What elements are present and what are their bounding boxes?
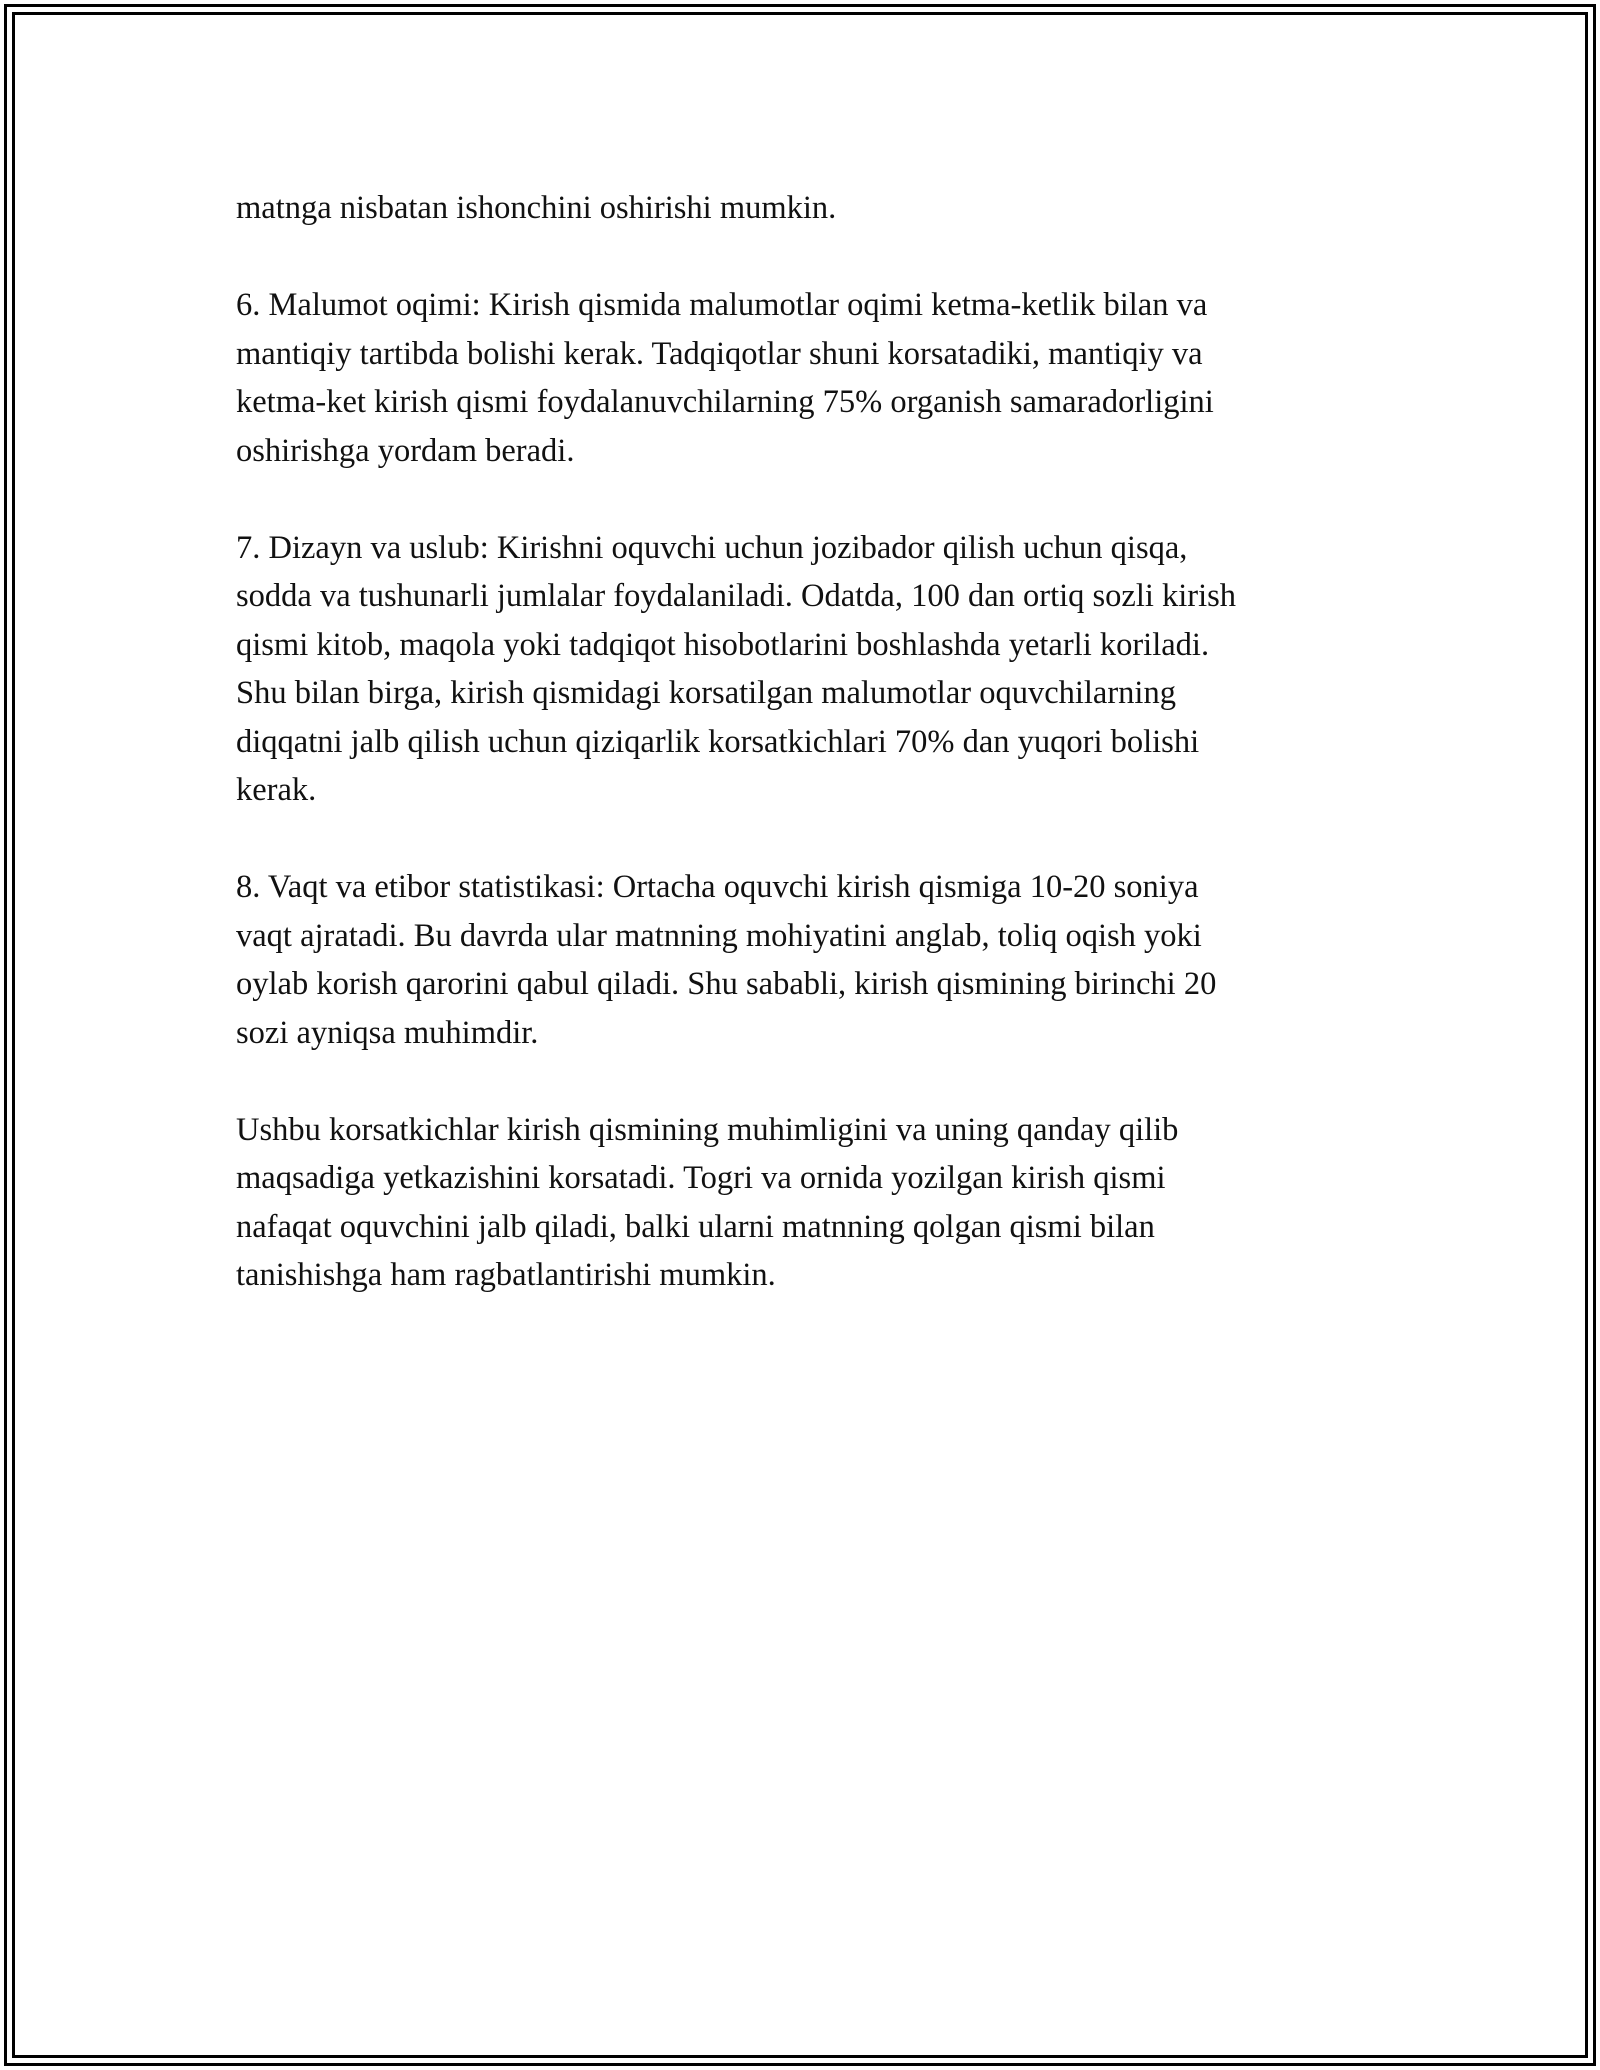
text-line: Ushbu korsatkichlar kirish qismining muhimligini va uning qanday qilib <box>236 1111 1179 1148</box>
text-line: Shu bilan birga, kirish qismidagi korsatilgan malumotlar oquvchilarning <box>236 675 1176 711</box>
text-line: diqqatni jalb qilish uchun qiziqarlik korsatkichlari 70% dan yuqori bolishi <box>236 723 1200 760</box>
text-line: maqsadiga yetkazishini korsatadi. Togri va ornida yozilgan kirish qismi <box>236 1160 1166 1196</box>
paragraph-time-attention <box>236 863 1386 1057</box>
text-line: kerak. <box>236 772 317 808</box>
paragraph-conclusion <box>236 1106 1386 1300</box>
paragraph-continuation <box>236 184 1386 233</box>
paragraph-data-flow <box>236 281 1386 475</box>
text-line: oshirishga yordam beradi. <box>236 432 575 469</box>
text-line: sozi ayniqsa muhimdir. <box>236 1014 539 1051</box>
text-line: 7. Dizayn va uslub: Kirishni oquvchi uchun jozibador qilish uchun qisqa, <box>236 529 1188 566</box>
text-line: qismi kitob, maqola yoki tadqiqot hisobotlarini boshlashda yetarli koriladi. <box>236 626 1210 663</box>
text-line: nafaqat oquvchini jalb qiladi, balki ularni matnning qolgan qismi bilan <box>236 1208 1155 1245</box>
document-body <box>236 184 1386 1348</box>
text-line: 6. Malumot oqimi: Kirish qismida malumotlar oqimi ketma-ketlik bilan va <box>236 287 1208 323</box>
text-line: ketma-ket kirish qismi foydalanuvchilarning 75% organish samaradorligini <box>236 384 1214 420</box>
text-line: sodda va tushunarli jumlalar foydalaniladi. Odatda, 100 dan ortiq sozli kirish <box>236 578 1237 614</box>
text-line: mantiqiy tartibda bolishi kerak. Tadqiqotlar shuni korsatadiki, mantiqiy va <box>236 335 1203 372</box>
text-line: matnga nisbatan ishonchini oshirishi mumkin. <box>236 190 837 226</box>
text-line: vaqt ajratadi. Bu davrda ular matnning mohiyatini anglab, toliq oqish yoki <box>236 917 1202 954</box>
text-line: oylab korish qarorini qabul qiladi. Shu sababli, kirish qismining birinchi 20 <box>236 966 1217 1002</box>
text-line: 8. Vaqt va etibor statistikasi: Ortacha oquvchi kirish qismiga 10-20 soniya <box>236 869 1199 905</box>
paragraph-design-style <box>236 524 1386 815</box>
text-line: tanishishga ham ragbatlantirishi mumkin. <box>236 1257 776 1293</box>
